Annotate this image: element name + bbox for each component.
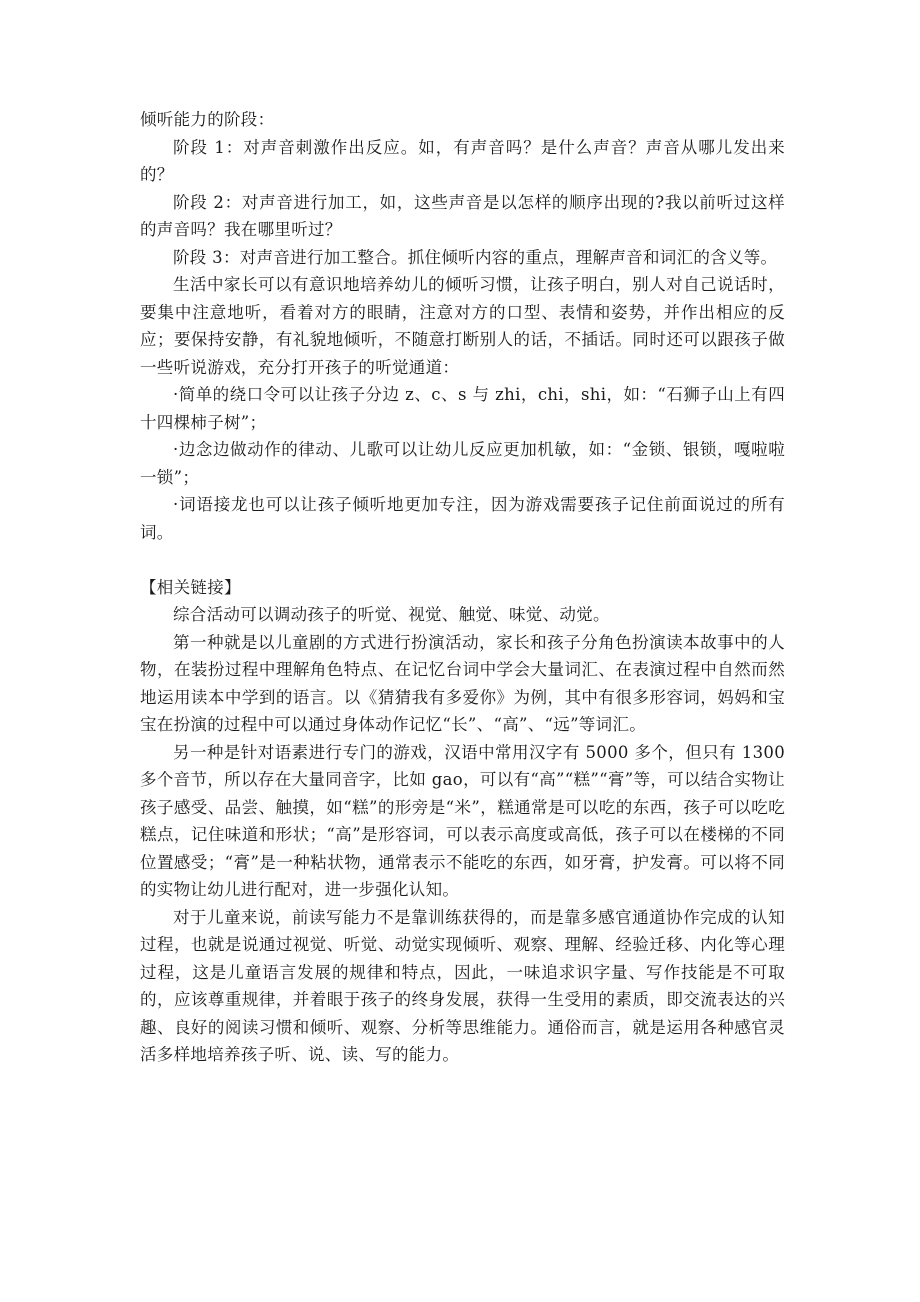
section-spacer <box>140 546 785 574</box>
paragraph-parent-guidance: 生活中家长可以有意识地培养幼儿的倾听习惯，让孩子明白，别人对自己说话时，要集中注意地听，看着对方的眼睛，注意对方的口型、表情和姿势，并作出相应的反应；要保持安静，有礼貌地倾听，不随意打断别人的话，不插话。同时还可以跟孩子做一些听说游戏，充分打开孩子的听觉通道： <box>140 275 785 377</box>
paragraph-stage-3: 阶段 3：对声音进行加工整合。抓住倾听内容的重点，理解声音和词汇的含义等。 <box>173 247 778 267</box>
bullet-tongue-twister: ·简单的绕口令可以让孩子分边 z、c、s 与 zhi，chi，shi，如：“石狮子山上有四十四棵柿子树”； <box>140 385 785 432</box>
paragraph-stage-1: 阶段 1：对声音刺激作出反应。如，有声音吗？是什么声音？声音从哪儿发出来的？ <box>140 137 785 184</box>
paragraph-role-play: 第一种就是以儿童剧的方式进行扮演活动，家长和孩子分角色扮演读本故事中的人物，在装扮过程中理解角色特点、在记忆台词中学会大量词汇、在表演过程中自然而然地运用读本中学到的语言。以《猜猜我有多爱你》为例，其中有很多形容词，妈妈和宝宝在扮演的过程中可以通过身体动作记忆“长”、“高”、“远”等词汇。 <box>140 632 785 734</box>
paragraph-integrated-activities: 综合活动可以调动孩子的听觉、视觉、触觉、味觉、动觉。 <box>173 605 610 624</box>
paragraph-conclusion: 对于儿童来说，前读写能力不是靠训练获得的，而是靠多感官通道协作完成的认知过程，也就是说通过视觉、听觉、动觉实现倾听、观察、理解、经验迁移、内化等心理过程，这是儿童语言发展的规律和特点，因此，一味追求识字量、写作技能是不可取的，应该尊重规律，并着眼于孩子的终身发展，获得一生受用的素质，即交流表达的兴趣、良好的阅读习惯和倾听、观察、分析等思维能力。通俗而言，就是运用各种感官灵活多样地培养孩子听、说、读、写的能力。 <box>140 907 785 1064</box>
bullet-rhythm-rhyme: ·边念边做动作的律动、儿歌可以让幼儿反应更加机敏，如：“金锁、银锁，嘎啦啦一锁”； <box>140 440 785 487</box>
document-page <box>140 106 785 1069</box>
paragraph-stage-2: 阶段 2：对声音进行加工，如，这些声音是以怎样的顺序出现的?我以前听过这样的声音吗？我在哪里听过？ <box>140 192 785 239</box>
paragraph-morpheme-games: 另一种是针对语素进行专门的游戏，汉语中常用汉字有 5000 多个，但只有 1300 多个音节，所以存在大量同音字，比如 gao，可以有“高”“糕”“膏”等，可以结合实物让孩子感受、品尝、触摸，如“糕”的形旁是“米”，糕通常是可以吃的东西，孩子可以吃吃糕点，记住味道和形状；“高”是形容词，可以表示高度或高低，孩子可以在楼梯的不同位置感受；“膏”是一种粘状物，通常表示不能吃的东西，如牙膏，护发膏。可以将不同的实物让幼儿进行配对，进一步强化认知。 <box>140 742 785 899</box>
section-heading-listening-stages: 倾听能力的阶段： <box>140 110 275 129</box>
section-heading-related-links: 【相关链接】 <box>140 577 241 597</box>
bullet-word-chain: ·词语接龙也可以让孩子倾听地更加专注，因为游戏需要孩子记住前面说过的所有词。 <box>140 495 785 542</box>
